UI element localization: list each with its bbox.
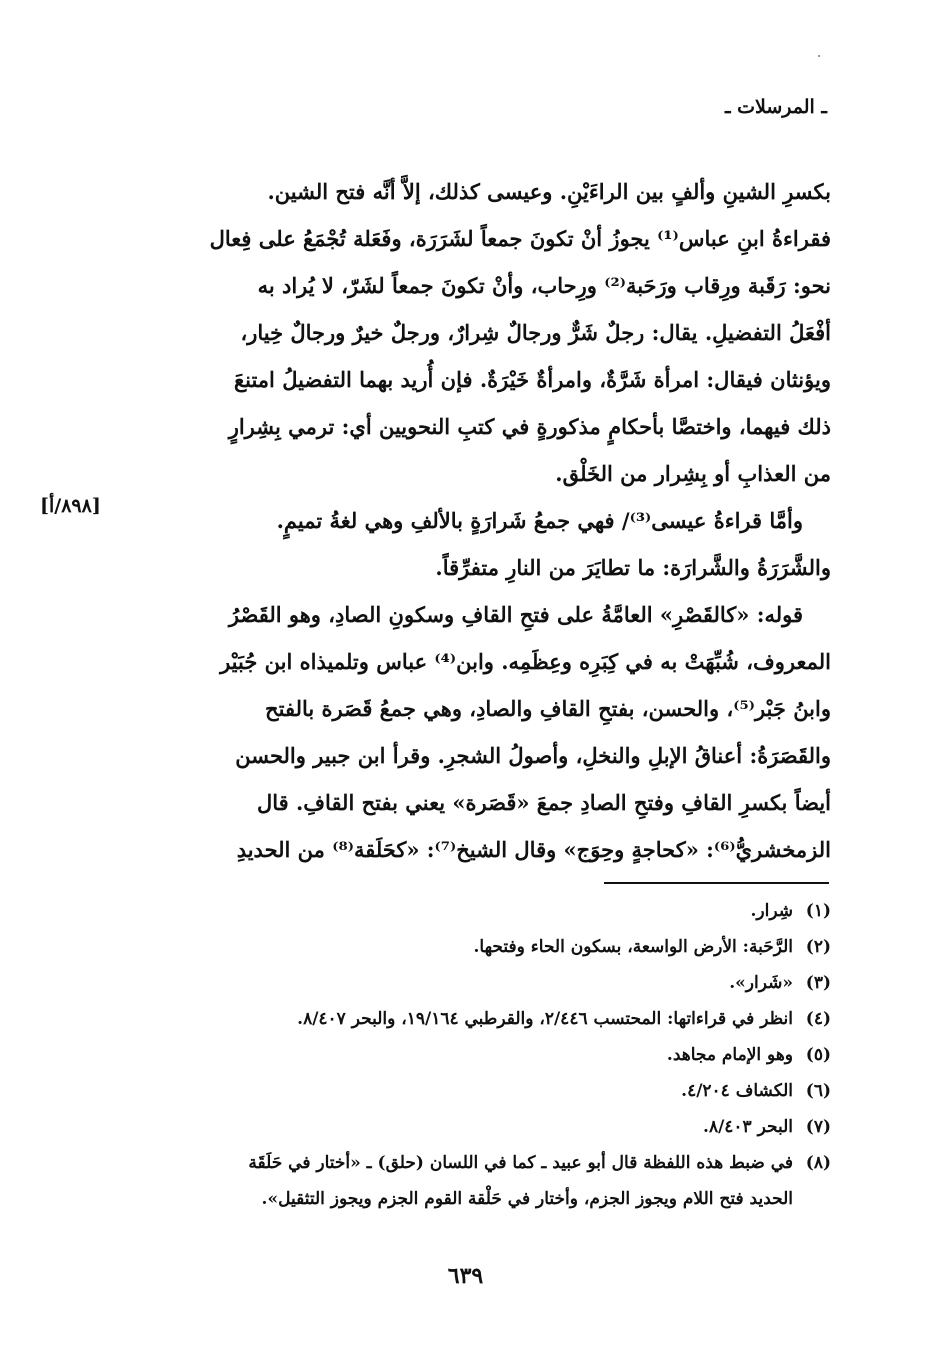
footnote-text: الكشاف ٤/٢٠٤. [681, 1081, 793, 1101]
footnote-text: الرَّحَبة: الأرض الواسعة، بسكون الحاء وفتحها. [473, 937, 793, 957]
text-line: والقَصَرَةُ: أعناقُ الإبلِ والنخلِ، وأصولُ الشجرِ. وقرأ ابن جبير والحسن [235, 743, 831, 768]
text-line: من العذابِ أو بِشِرار من الخَلْق. [555, 461, 831, 486]
text-line: ويؤنثان فيقال: امرأة شَرَّةٌ، وامرأةٌ خَيْرَةٌ. فإن أُريد بهما التفضيلُ امتنعَ [233, 367, 831, 392]
footnote-number: (١) [805, 901, 831, 921]
footnote-number: (٦) [805, 1081, 831, 1101]
footnote [101, 1001, 831, 1037]
text-line: أفْعَلُ التفضيلِ. يقال: رجلٌ شَرٌّ ورجالٌ شِرارٌ، ورجلٌ خيرٌ ورجالٌ خِيار، [240, 320, 831, 345]
text-line: المعروف، شُبِّهَتْ به في كِبَرِه وعِظَمِه. وابن⁽⁴⁾ عباس وتلميذاه ابن جُبَيْر [220, 649, 831, 674]
footnote-text: البحر ٨/٤٠٣. [703, 1117, 793, 1137]
text-line: فقراءةُ ابنِ عباس⁽¹⁾ يجوزُ أنْ تكونَ جمعاً لشَرَرَة، وفَعَلة تُجْمَعُ على فِعال [209, 226, 831, 251]
text-line: والشَّرَرَةُ والشَّرارَة: ما تطايَرَ من النارِ متفرِّقاً. [435, 555, 831, 580]
manuscript-folio-reference: [٨٩٨/أ] [40, 495, 101, 517]
text-line: أيضاً بكسرِ القافِ وفتحِ الصادِ جمعَ «قَصَرة» يعني بفتح القافِ. قال [256, 790, 831, 815]
footnote-number: (٨) [805, 1153, 831, 1173]
text-line: وأمَّا قراءةُ عيسى⁽³⁾/ فهي جمعُ شَرارَةٍ بالألفِ وهي لغةُ تميمٍ. [276, 508, 803, 533]
footnote [101, 1073, 831, 1109]
main-text [101, 168, 831, 873]
footnote-number: (٤) [805, 1009, 831, 1029]
running-head: ـ المرسلات ـ [724, 96, 827, 118]
footnote-text: شِرار. [750, 901, 793, 921]
footnote [101, 1037, 831, 1073]
text-line: ذلك فيهما، واختصَّا بأحكامٍ مذكورةٍ في كتبِ النحويين أي: ترمي بِشِرارٍ [228, 414, 831, 439]
text-line: قوله: «كالقَصْرِ» العامَّةُ على فتحِ القافِ وسكونِ الصادِ، وهو القَصْرُ [228, 602, 803, 627]
text-line: بكسرِ الشينِ وألفٍ بين الراءَيْنِ. وعيسى كذلك، إلاَّ أنَّه فتح الشين. [267, 179, 831, 204]
footnote-number: (٢) [805, 937, 831, 957]
footnote [101, 1145, 831, 1181]
footnote-number: (٧) [805, 1117, 831, 1137]
footnote-number: (٣) [805, 973, 831, 993]
footnote-separator [604, 882, 829, 884]
footnote [101, 893, 831, 929]
footnote-text: «شَرار». [729, 973, 793, 993]
footnote [101, 965, 831, 1001]
text-line: وابنُ جَبْر⁽⁵⁾، والحسن، بفتحِ القافِ والصادِ، وهي جمعُ قَصَرة بالفتح [265, 696, 831, 721]
footnote-number: (٥) [805, 1045, 831, 1065]
footnote-text: وهو الإمام مجاهد. [666, 1045, 793, 1065]
footnote-text: انظر في قراءاتها: المحتسب ٢/٤٤٦، والقرطبي ١٩/١٦٤، والبحر ٨/٤٠٧. [297, 1009, 793, 1029]
footnote [101, 1109, 831, 1145]
page-number: ٦٣٩ [447, 1263, 484, 1289]
text-line: نحو: رَقَبة ورِقاب ورَحَبة⁽²⁾ ورِحاب، وأنْ تكونَ جمعاً لشَرّ، لا يُراد به [257, 273, 831, 298]
text-line: الزمخشريُّ⁽⁶⁾: «كحاجةٍ وحِوَج» وقال الشيخ⁽⁷⁾: «كحَلَقة⁽⁸⁾ من الحديدِ [236, 837, 831, 862]
footnote-text: في ضبط هذه اللفظة قال أبو عبيد ـ كما في اللسان (حلق) ـ «أختار في حَلَقَة [248, 1153, 793, 1173]
footnotes [101, 893, 831, 1217]
scan-speck [818, 55, 820, 57]
footnote-continuation: الحديد فتح اللام ويجوز الجزم، وأختار في حَلْقة القوم الجزم ويجوز التثقيل». [261, 1189, 793, 1209]
footnote [101, 929, 831, 965]
